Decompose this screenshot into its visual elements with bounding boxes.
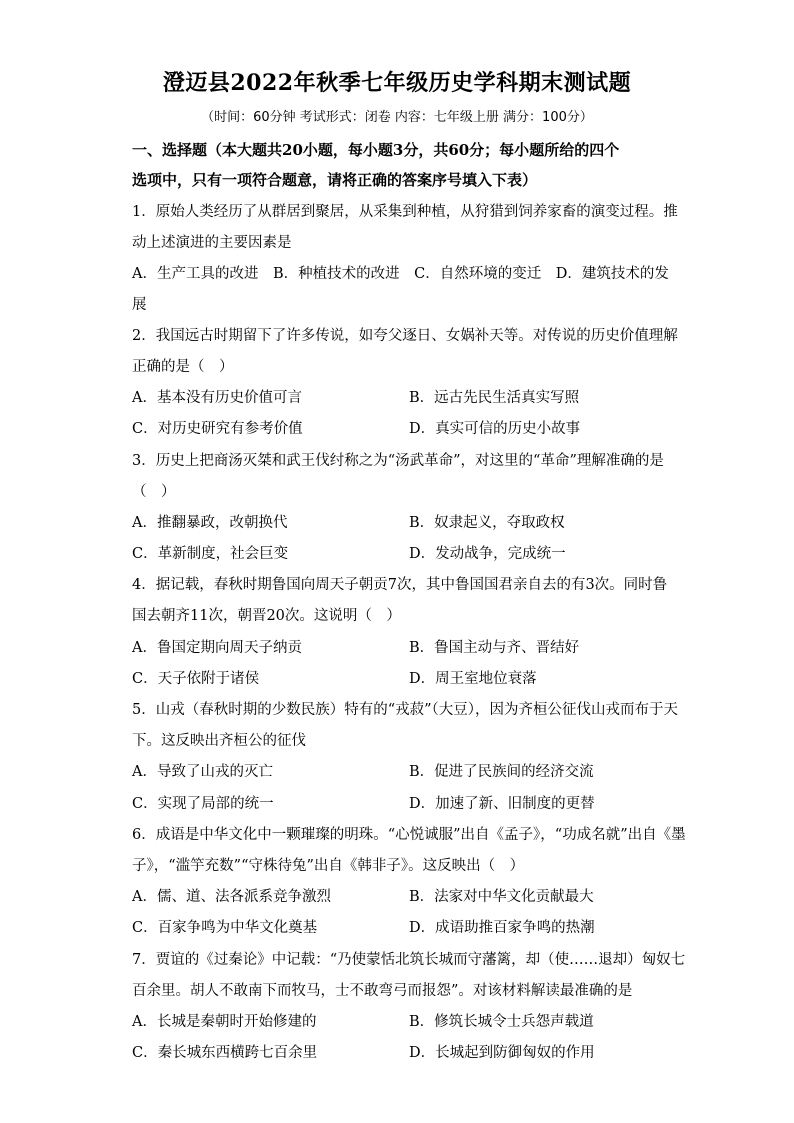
question-5-option-b: B．促进了民族间的经济交流 [409,764,594,780]
question-3-stem-line1: 3．历史上把商汤灭桀和武王伐纣称之为“汤武革命”，对这里的“革命”理解准确的是 [132,453,664,469]
question-4-option-c: C．天子依附于诸侯 [132,671,260,687]
question-5-stem-line2: 下。这反映出齐桓公的征伐 [132,733,306,749]
question-7-stem-line1: 7．贾谊的《过秦论》中记载：“乃使蒙恬北筑长城而守藩篱，却（使……退却）匈奴七 [132,952,686,968]
question-6-option-d: D．成语助推百家争鸣的热潮 [409,920,595,936]
question-3-option-a: A．推翻暴政，改朝换代 [132,515,288,531]
question-6-stem-line1: 6．成语是中华文化中一颗璀璨的明珠。“心悦诚服”出自《孟子》，“功成名就”出自《墨 [132,827,686,843]
question-6-option-b: B．法家对中华文化贡献最大 [409,889,594,905]
question-5-option-d: D．加速了新、旧制度的更替 [409,796,595,812]
question-1-options-line2: 展 [132,297,147,313]
question-2-stem-line2: 正确的是（ ） [132,359,234,375]
question-2-stem-line1: 2．我国远古时期留下了许多传说，如夸父逐日、女娲补天等。对传说的历史价值理解 [132,328,678,344]
question-2-option-a: A．基本没有历史价值可言 [132,390,302,406]
question-7-option-b: B．修筑长城令士兵怨声载道 [409,1014,594,1030]
exam-subtitle: （时间：60分钟 考试形式：闭卷 内容：七年级上册 满分：100分） [201,110,593,125]
question-6-option-a: A．儒、道、法各派系竞争激烈 [132,889,331,905]
question-4-stem-line1: 4．据记载，春秋时期鲁国向周天子朝贡7次，其中鲁国国君亲自去的有3次。同时鲁 [132,577,668,593]
question-3-option-c: C．革新制度，社会巨变 [132,546,289,562]
question-5-option-a: A．导致了山戎的灭亡 [132,764,273,780]
question-1-options-line1: A．生产工具的改进 B．种植技术的改进 C．自然环境的变迁 D．建筑技术的发 [132,266,669,282]
question-6-stem-line2: 子》，“滥竽充数”“守株待兔”出自《韩非子》。这反映出（ ） [132,858,525,874]
question-6-option-c: C．百家争鸣为中华文化奠基 [132,920,318,936]
question-2-option-c: C．对历史研究有参考价值 [132,421,303,437]
question-3-option-b: B．奴隶起义，夺取政权 [409,515,565,531]
question-7-option-d: D．长城起到防御匈奴的作用 [409,1045,595,1061]
question-4-option-a: A．鲁国定期向周天子纳贡 [132,640,302,656]
question-7-option-a: A．长城是秦朝时开始修建的 [132,1014,317,1030]
question-3-stem-line2: （ ） [132,484,176,500]
question-4-option-b: B．鲁国主动与齐、晋结好 [409,640,580,656]
exam-title: 澄迈县2022年秋季七年级历史学科期末测试题 [162,70,632,96]
question-2-option-d: D．真实可信的历史小故事 [409,421,581,437]
section-heading-line2: 选项中，只有一项符合题意，请将正确的答案序号填入下表） [132,171,538,189]
question-2-option-b: B．远古先民生活真实写照 [409,390,580,406]
question-3-option-d: D．发动战争，完成统一 [409,546,566,562]
question-7-stem-line2: 百余里。胡人不敢南下而牧马，士不敢弯弓而报怨”。对该材料解读最准确的是 [132,983,633,999]
question-4-stem-line2: 国去朝齐11次，朝晋20次。这说明（ ） [132,608,401,624]
question-1-stem-line2: 动上述演进的主要因素是 [132,235,292,251]
question-5-option-c: C．实现了局部的统一 [132,796,274,812]
section-heading-line1: 一、选择题（本大题共20小题，每小题3分，共60分；每小题所给的四个 [132,141,620,159]
question-1-stem-line1: 1．原始人类经历了从群居到聚居，从采集到种植，从狩猎到饲养家畜的演变过程。推 [132,204,678,220]
question-4-option-d: D．周王室地位衰落 [409,671,537,687]
question-7-option-c: C．秦长城东西横跨七百余里 [132,1045,318,1061]
question-5-stem-line1: 5．山戎（春秋时期的少数民族）特有的“戎菽”（大豆），因为齐桓公征伐山戎而布于天 [132,702,679,718]
